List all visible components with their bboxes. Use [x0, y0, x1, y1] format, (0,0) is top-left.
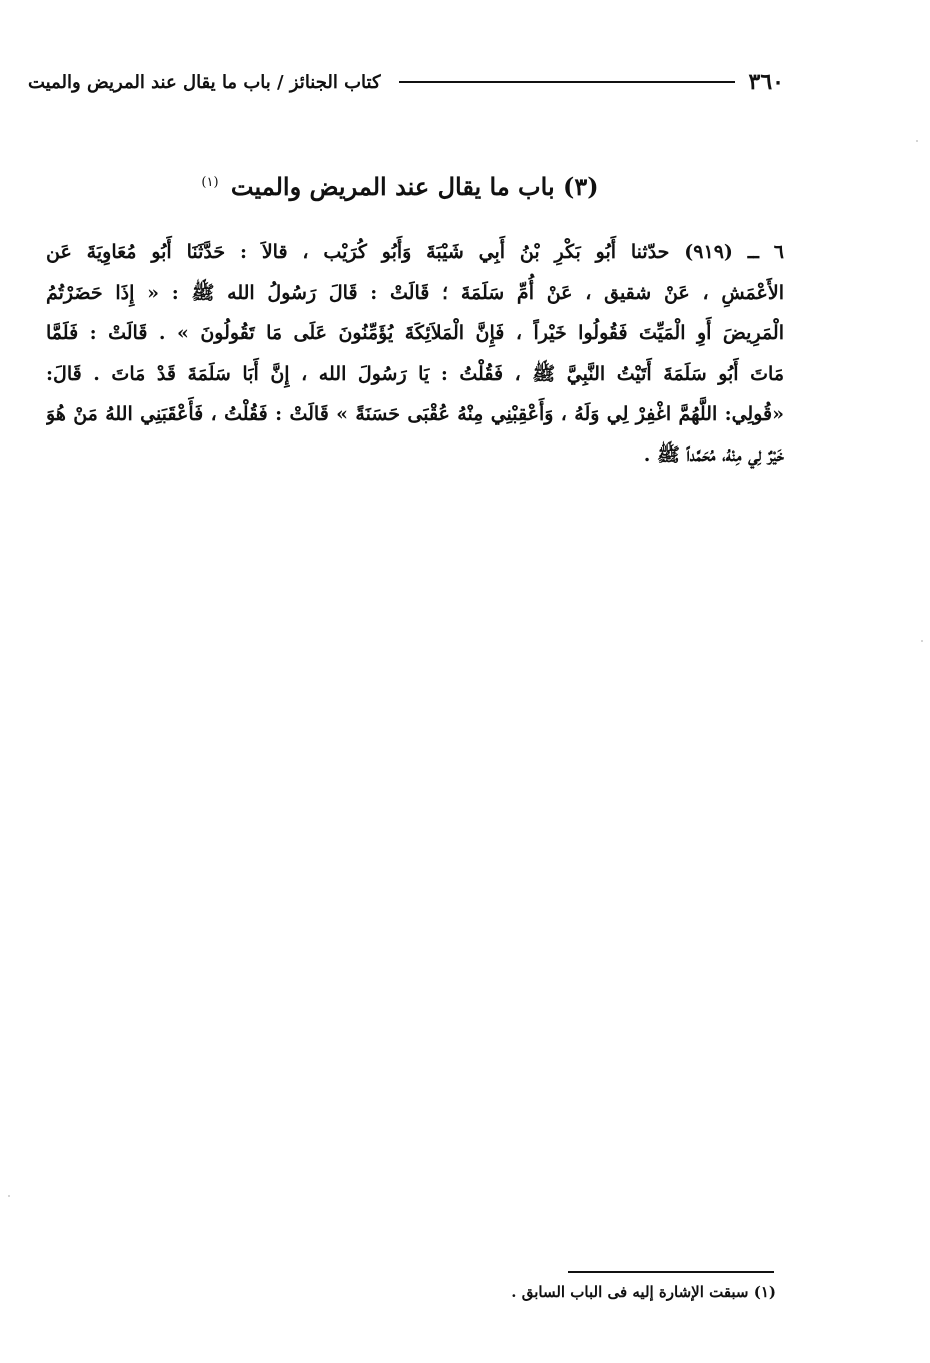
chapter-heading	[120, 172, 680, 201]
page-number: ٣٦٠	[748, 69, 784, 95]
body-line-2: الأَعْمَشِ ، عَنْ شقيق ، عَنْ أُمِّ سَلَمَةَ ؛ قَالَتْ : قَالَ رَسُولُ الله ﷺ : « إِذَا حَضَرْتُمُ	[46, 281, 784, 304]
scan-speck	[921, 640, 923, 642]
body-line-1: ٦ ــ (٩١٩) حدّثنا أَبُو بَكْرِ بْنُ أَبِي شَيْبَةَ وَأَبُو كُرَيْب ، قالاَ : حَدَّثَنَا أَبُو مُعَاوِيَةَ عَن	[46, 241, 784, 263]
chapter-heading-text: (٣) باب ما يقال عند المريض والميت	[230, 172, 599, 201]
hadith-text	[46, 232, 784, 475]
running-header	[28, 66, 784, 98]
body-line-5: «قُولِي: اللَّهُمَّ اغْفِرْ لِي وَلَهُ ، وَأَعْقِبْنِي مِنْهُ عُقْبَى حَسَنَةً » قَالَتْ : فَقُلْتُ ، فَأَعْقَبَنِي اللهُ مَنْ هُوَ	[46, 403, 784, 425]
body-line-3: الْمَرِيضَ أَوِ الْمَيِّتَ فَقُولُوا خَيْراً ، فَإِنَّ الْمَلاَئِكَةَ يُؤَمِّنُونَ عَلَى مَا تَقُولُونَ » . قَالَتْ : فَلَمَّا	[46, 322, 784, 344]
scan-speck	[916, 140, 918, 142]
footnote-1: (١) سبقت الإشارة إليه فى الباب السابق .	[511, 1283, 776, 1301]
body-line-6: خَيْرٌ لِي مِنْهُ، مُحَمَّداً ﷺ .	[643, 443, 784, 466]
footnote-reference: (١)	[201, 175, 219, 190]
footnote-rule	[568, 1271, 774, 1273]
scan-speck	[8, 1195, 10, 1197]
header-rule	[399, 81, 735, 83]
body-line-4: مَاتَ أَبُو سَلَمَةَ أَتَيْتُ النَّبِيَّ ﷺ ، فَقُلْتُ : يَا رَسُولَ الله ، إِنَّ أَبَا سَلَمَةَ قَدْ مَاتَ . قَالَ:	[46, 362, 784, 385]
running-header-title: كتاب الجنائز / باب ما يقال عند المريض والميت	[28, 71, 381, 93]
